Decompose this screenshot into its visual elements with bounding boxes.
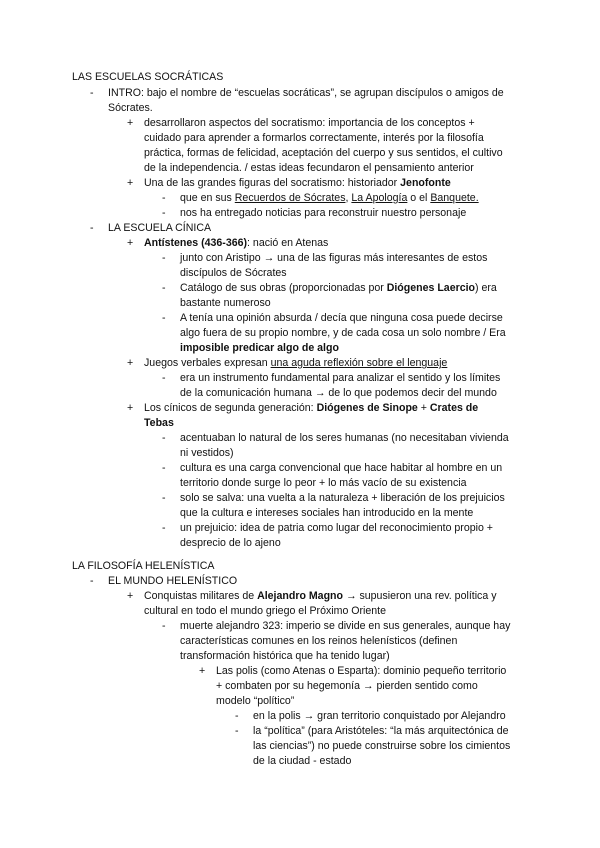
noticias-line: nos ha entregado noticias para reconstruir nuestro personaje (180, 207, 467, 219)
polis-line-1: Las polis (como Atenas o Esparta): dominio pequeño territorio (216, 665, 507, 677)
instrumento-line-2: de la comunicación humana → de lo que podemos decir del mundo (180, 387, 497, 399)
obras-sep: o el (407, 192, 431, 204)
dash-marker: - (162, 522, 166, 534)
jenofonte-line (144, 176, 451, 192)
dash-marker: - (162, 312, 166, 324)
dash-marker: - (162, 252, 166, 264)
juegos-verbales-line (144, 356, 447, 372)
segunda-generacion-line-2 (144, 416, 174, 432)
en-la-polis-line: en la polis → gran territorio conquistado por Alejandro (253, 710, 506, 722)
muerte-line-3: transformación histórica que ha tenido lugar) (180, 650, 390, 662)
obras-sep: , (345, 192, 352, 204)
instrumento-line-1: era un instrumento fundamental para analizar el sentido y los límites (180, 372, 501, 384)
opinion-line-1: A tenía una opinión absurda / decía que ninguna cosa puede decirse (180, 312, 503, 324)
salva-line-2: que la cultura e intereses sociales han introducido en la mente (180, 507, 474, 519)
prejuicio-line-2: desprecio de lo ajeno (180, 537, 281, 549)
catalogo-pre: Catálogo de sus obras (proporcionadas por (180, 282, 387, 294)
intro-line-1: INTRO: bajo el nombre de “escuelas socráticas”, se agrupan discípulos o amigos de (108, 87, 504, 99)
aristipo-line-2: discípulos de Sócrates (180, 267, 287, 279)
dash-marker: - (162, 372, 166, 384)
dash-marker: - (90, 575, 94, 587)
catalogo-post: ) era (475, 282, 497, 294)
prejuicio-line-1: un prejuicio: idea de patria como lugar del reconocimiento propio + (180, 522, 493, 534)
socratismo-line-2: cuidado para aprender a formarlos correctamente, interés por la filosofía (144, 132, 484, 144)
dash-marker: - (162, 432, 166, 444)
dash-marker: - (162, 620, 166, 632)
socratismo-line-4: de la independencia. / estas ideas fecundaron el pensamiento anterior (144, 162, 474, 174)
plus-marker: + (127, 402, 134, 414)
dash-marker: - (162, 492, 166, 504)
aristipo-line-1: junto con Aristipo → una de las figuras más interesantes de estos (180, 252, 488, 264)
cultura-line-2: territorio donde surge lo peor + lo más vacío de su existencia (180, 477, 467, 489)
dash-marker: - (235, 710, 239, 722)
politica-line-1: la “política” (para Aristóteles: “la más arquitectónica de (253, 725, 509, 737)
plus-marker: + (127, 590, 134, 602)
jenofonte-name: Jenofonte (400, 177, 451, 189)
jenofonte-text: Una de las grandes figuras del socratismo: historiador (144, 177, 401, 189)
subsection-title-escuela-cinica: LA ESCUELA CÍNICA (108, 222, 212, 234)
tebas: Tebas (144, 417, 174, 429)
obra-apologia: La Apología (351, 192, 408, 204)
dash-marker: - (162, 192, 166, 204)
obra-recuerdos: Recuerdos de Sócrates (234, 192, 346, 204)
muerte-line-1: muerte alejandro 323: imperio se divide en sus generales, aunque hay (180, 620, 511, 632)
conquistas-post: → supusieron una rev. política y (343, 590, 497, 602)
plus-marker: + (127, 117, 134, 129)
diogenes-sinope: Diógenes de Sinope (316, 402, 418, 414)
conquistas-line-1 (144, 589, 497, 605)
diogenes-laercio: Diógenes Laercio (386, 282, 476, 294)
alejandro-magno: Alejandro Magno (257, 590, 343, 602)
dash-marker: - (162, 462, 166, 474)
obras-pre: que en sus (180, 192, 235, 204)
polis-line-2: + combaten por su hegemonía → pierden sentido como (216, 680, 478, 692)
dash-marker: - (90, 222, 94, 234)
socratismo-line-1: desarrollaron aspectos del socratismo: importancia de los conceptos + (144, 117, 475, 129)
juegos-pre: Juegos verbales expresan (144, 357, 271, 369)
reflexion-lenguaje: una aguda reflexión sobre el lenguaje (270, 357, 448, 369)
polis-line-3: modelo “político” (216, 695, 295, 707)
obras-jenofonte-line (180, 191, 479, 207)
antistenes-text: : nació en Atenas (247, 237, 329, 249)
plus-marker: + (199, 665, 206, 677)
dash-marker: - (162, 207, 166, 219)
politica-line-3: de la ciudad - estado (253, 755, 352, 767)
intro-line-2: Sócrates. (108, 102, 153, 114)
plus-marker: + (127, 357, 134, 369)
catalogo-line-1 (180, 281, 497, 297)
politica-line-2: las ciencias”) no puede construirse sobre los cimientos (253, 740, 511, 752)
plus-marker: + (127, 237, 134, 249)
muerte-line-2: características comunes en los reinos helenísticos (definen (180, 635, 458, 647)
natural-line-2: ni vestidos) (180, 447, 234, 459)
segunda-pre: Los cínicos de segunda generación: (144, 402, 317, 414)
section-title-escuelas-socraticas: LAS ESCUELAS SOCRÁTICAS (72, 71, 224, 83)
catalogo-line-2: bastante numeroso (180, 297, 271, 309)
imposible-predicar: imposible predicar algo de algo (180, 342, 339, 354)
conquistas-line-2: cultural en todo el mundo griego el Próximo Oriente (144, 605, 387, 617)
section-title-filosofia-helenistica: LA FILOSOFÍA HELENÍSTICA (72, 560, 215, 572)
dash-marker: - (90, 87, 94, 99)
crates-de: Crates de (429, 402, 479, 414)
obra-banquete: Banquete. (430, 192, 479, 204)
cultura-line-1: cultura es una carga convencional que hace habitar al hombre en un (180, 462, 503, 474)
antistenes-line (144, 236, 328, 252)
natural-line-1: acentuaban lo natural de los seres humanas (no necesitaban vivienda (180, 432, 509, 444)
segunda-mid: + (417, 402, 430, 414)
plus-marker: + (127, 177, 134, 189)
socratismo-line-3: práctica, formas de felicidad, aceptación del cuerpo y sus sentidos, el cultivo (144, 147, 503, 159)
dash-marker: - (235, 725, 239, 737)
segunda-generacion-line-1 (144, 401, 478, 417)
salva-line-1: solo se salva: una vuelta a la naturaleza + liberación de los prejuicios (180, 492, 505, 504)
subsection-title-mundo-helenistico: EL MUNDO HELENÍSTICO (108, 575, 238, 587)
antistenes-name: Antístenes (436-366) (144, 237, 248, 249)
dash-marker: - (162, 282, 166, 294)
opinion-line-2: algo fuera de su propio nombre, y de cada cosa un solo nombre / Era (180, 327, 506, 339)
conquistas-pre: Conquistas militares de (144, 590, 258, 602)
opinion-line-3 (180, 341, 339, 357)
